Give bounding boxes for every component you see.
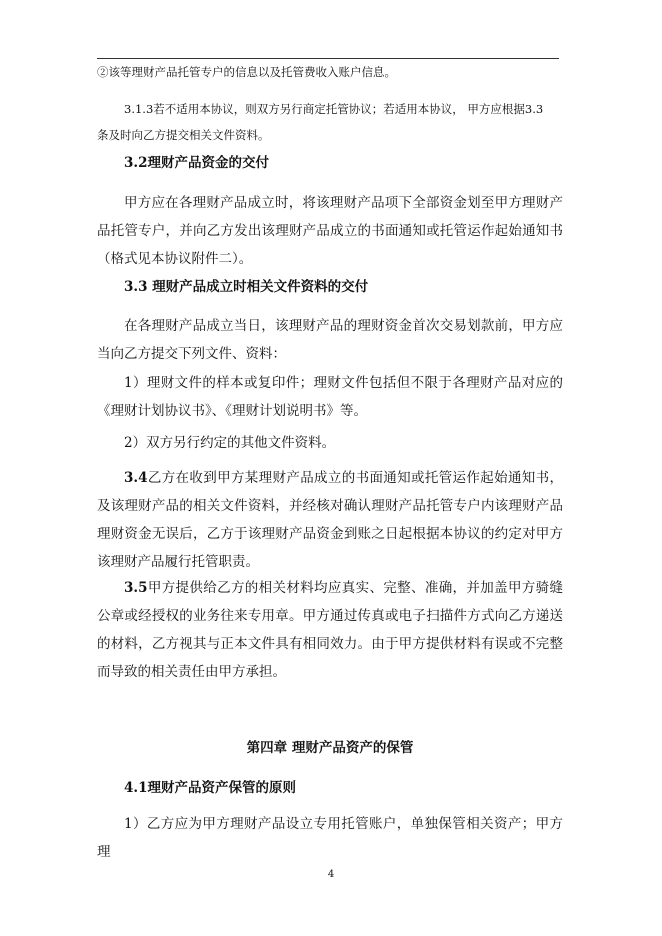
- chapter-4-title: 第四章 理财产品资产的保管: [246, 740, 414, 756]
- section-4-1-heading: 4.1理财产品资产保管的原则: [124, 780, 296, 796]
- section-3-3-item-2: 2）双方另行约定的其他文件资料。: [124, 435, 336, 451]
- section-4-1-item-1: 1）乙方应为甲方理财产品设立专用托管账户，单独保管相关资产；甲方理: [97, 816, 563, 860]
- section-3-5-text: 甲方提供给乙方的相关材料均应真实、完整、准确，并加盖甲方骑缝公章或经授权的业务往来专用章。甲方通过传真或电子扫描件方式向乙方递送的材料，乙方视其与正本文件具有相同效力。由于甲方提供材料有误或不完整而导致的相关责任由甲方承担。: [97, 580, 563, 680]
- section-3-3-heading: 3.3 理财产品成立时相关文件资料的交付: [124, 279, 369, 295]
- clause-3-1-3-line2: 条及时向乙方提交相关文件资料。: [97, 128, 270, 142]
- clause-3-1-3: [97, 96, 563, 148]
- page-number: 4: [327, 869, 335, 880]
- section-3-3-item-1: 1）理财文件的样本或复印件；理财文件包括但不限于各理财产品对应的《理财计划协议书》、《理财计划说明书》等。: [97, 375, 563, 419]
- clause-3-1-3-line1: 3.1.3若不适用本协议，则双方另行商定托管协议；若适用本协议， 甲方应根据3.3: [124, 102, 544, 116]
- section-3-3-paragraph: 在各理财产品成立当日，该理财产品的理财资金首次交易划款前，甲方应当向乙方提交下列文件、资料：: [97, 318, 563, 362]
- header-note: ②该等理财产品托管专户的信息以及托管费收入账户信息。: [97, 65, 396, 79]
- section-3-4-paragraph: [97, 464, 563, 576]
- section-3-5-paragraph: [97, 574, 563, 686]
- section-3-4-number: 3.4: [124, 470, 148, 486]
- section-3-4-text: 乙方在收到甲方某理财产品成立的书面通知或托管运作起始通知书，及该理财产品的相关文件资料，并经核对确认理财产品托管专户内该理财产品理财资金无误后，乙方于该理财产品资金到账之日起根据本协议的约定对甲方该理财产品履行托管职责。: [97, 470, 563, 570]
- section-3-2-paragraph: 甲方应在各理财产品成立时，将该理财产品项下全部资金划至甲方理财产品托管专户，并向乙方发出该理财产品成立的书面通知或托管运作起始通知书（格式见本协议附件二）。: [97, 195, 563, 267]
- section-3-5-number: 3.5: [124, 580, 148, 596]
- section-3-2-heading: 3.2理财产品资金的交付: [124, 155, 269, 171]
